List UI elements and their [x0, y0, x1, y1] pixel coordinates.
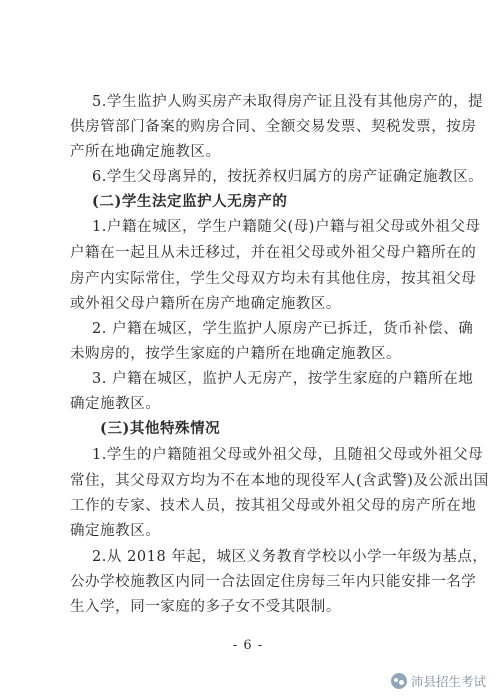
paragraph-line: 5.学生监护人购买房产未取得房产证且没有其他房产的，提	[92, 94, 484, 110]
paragraph-line: 生入学，同一家庭的多子女不受其限制。	[70, 599, 341, 615]
paragraph-line: 3. 户籍在城区，监护人无房产，按学生家庭的户籍所在地	[92, 371, 474, 387]
paragraph-line: 2. 户籍在城区，学生监护人原房产已拆迁，货币补偿、确	[92, 321, 474, 337]
paragraph-line: 房产内实际常住，学生父母双方均未有其他住房，按其祖父母	[70, 271, 477, 287]
paragraph-line: 2.从 2018 年起，城区义务教育学校以小学一年级为基点，	[92, 549, 488, 565]
page-number: - 6 -	[232, 638, 264, 653]
section-heading: (三)其他特殊情况	[100, 420, 221, 437]
paragraph-line: 户籍在一起且从未迁移过，并在祖父母或外祖父母户籍所在的	[70, 245, 477, 261]
wechat-icon	[391, 673, 407, 689]
paragraph-line: 确定施教区。	[70, 396, 161, 412]
watermark-text: 沛县招生考试	[410, 674, 486, 689]
paragraph-line: 6.学生父母离异的，按抚养权归属方的房产证确定施教区。	[92, 169, 484, 185]
paragraph-line: 或外祖父母户籍所在房产地确定施教区。	[70, 296, 341, 312]
paragraph-line: 1.户籍在城区，学生户籍随父(母)户籍与祖父母或外祖父母	[92, 219, 481, 235]
paragraph-line: 确定施教区。	[70, 523, 161, 539]
watermark	[391, 672, 486, 690]
paragraph-line: 常住，其父母双方均为不在本地的现役军人(含武警)及公派出国	[70, 473, 489, 489]
paragraph-line: 工作的专家、技术人员，按其祖父母或外祖父母的房产所在地	[70, 498, 477, 514]
paragraph-line: 公办学校施教区内同一合法固定住房每三年内只能安排一名学	[70, 574, 477, 590]
paragraph-line: 产所在地确定施教区。	[70, 144, 221, 160]
paragraph-line: 未购房的，按学生家庭的户籍所在地确定施教区。	[70, 346, 402, 362]
section-heading: (二)学生法定监护人无房产的	[92, 193, 288, 210]
paragraph-line: 供房管部门备案的购房合同、全额交易发票、契税发票，按房	[70, 119, 477, 135]
paragraph-line: 1.学生的户籍随祖父母或外祖父母，且随祖父母或外祖父母	[92, 447, 484, 463]
